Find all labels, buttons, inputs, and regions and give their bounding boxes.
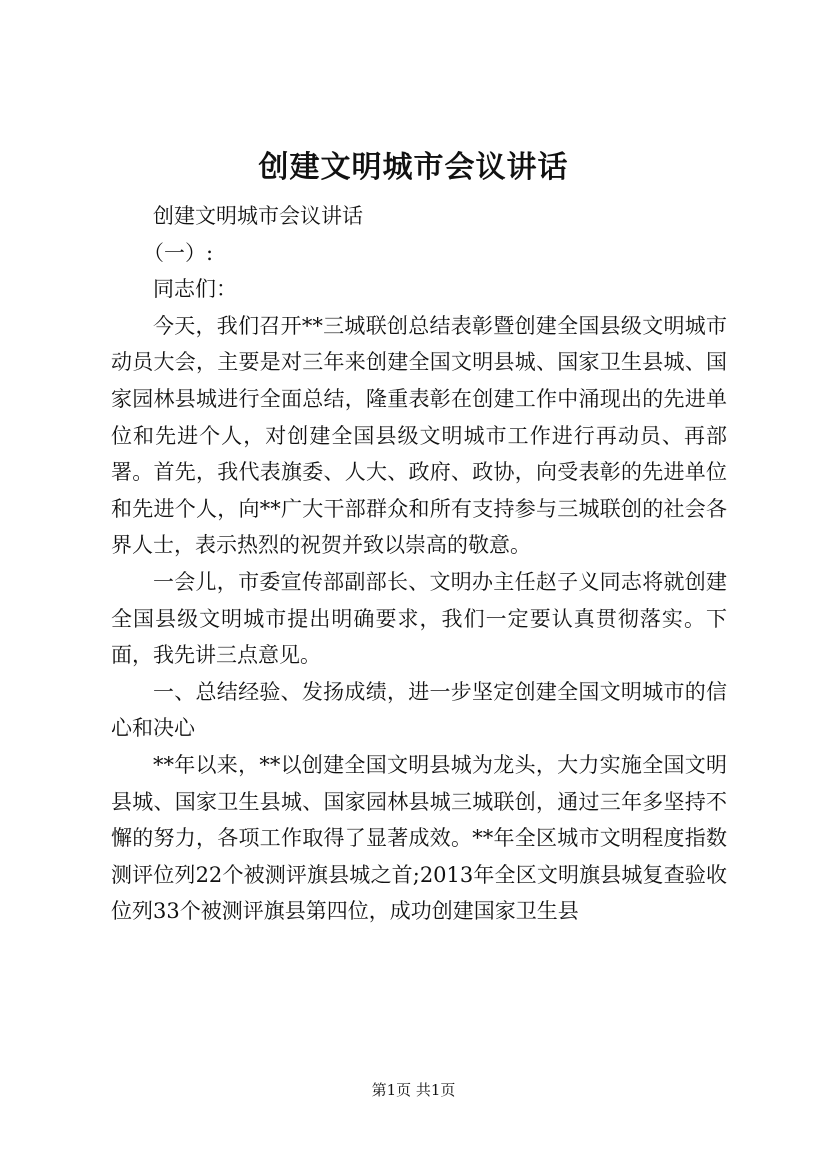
paragraph-section-number: （一）: <box>143 240 214 265</box>
paragraph-opening: 今天，我们召开**三城联创总结表彰暨创建全国县级文明城市动员大会，主要是对三年来创建全国文明县城、国家卫生县城、国家园林县城进行全面总结，隆重表彰在创建工作中涌现出的先进单位和先进个人，对创建全国县级文明城市工作进行再动员、再部署。首先，我代表旗委、人大、政府、政协，向受表彰的先进单位和先进个人，向**广大干部群众和所有支持参与三城联创的社会各界人士，表示热烈的祝贺并致以崇高的敬意。 <box>111 313 727 558</box>
paragraph-achievements: **年以来，**以创建全国文明县城为龙头，大力实施全国文明县城、国家卫生县城、国家园林县城三城联创，通过三年多坚持不懈的努力，各项工作取得了显著成效。**年全区城市文明程度指数测评位列22个被测评旗县城之首;2013年全区文明旗县城复查验收位列33个被测评旗县第四位，成功创建国家卫生县 <box>111 752 727 924</box>
page-footer: 第1页 共1页 <box>371 1081 456 1099</box>
paragraph-subtitle: 创建文明城市会议讲话 <box>153 204 363 228</box>
paragraph-agenda: 一会儿，市委宣传部副部长、文明办主任赵子义同志将就创建全国县级文明城市提出明确要求，我们一定要认真贯彻落实。下面，我先讲三点意见。 <box>111 569 727 668</box>
paragraph-heading-one: 一、总结经验、发扬成绩，进一步坚定创建全国文明城市的信心和决心 <box>111 679 727 741</box>
paragraph-salutation: 同志们： <box>153 277 237 302</box>
document-title: 创建文明城市会议讲话 <box>258 150 569 185</box>
document-body <box>111 198 727 930</box>
